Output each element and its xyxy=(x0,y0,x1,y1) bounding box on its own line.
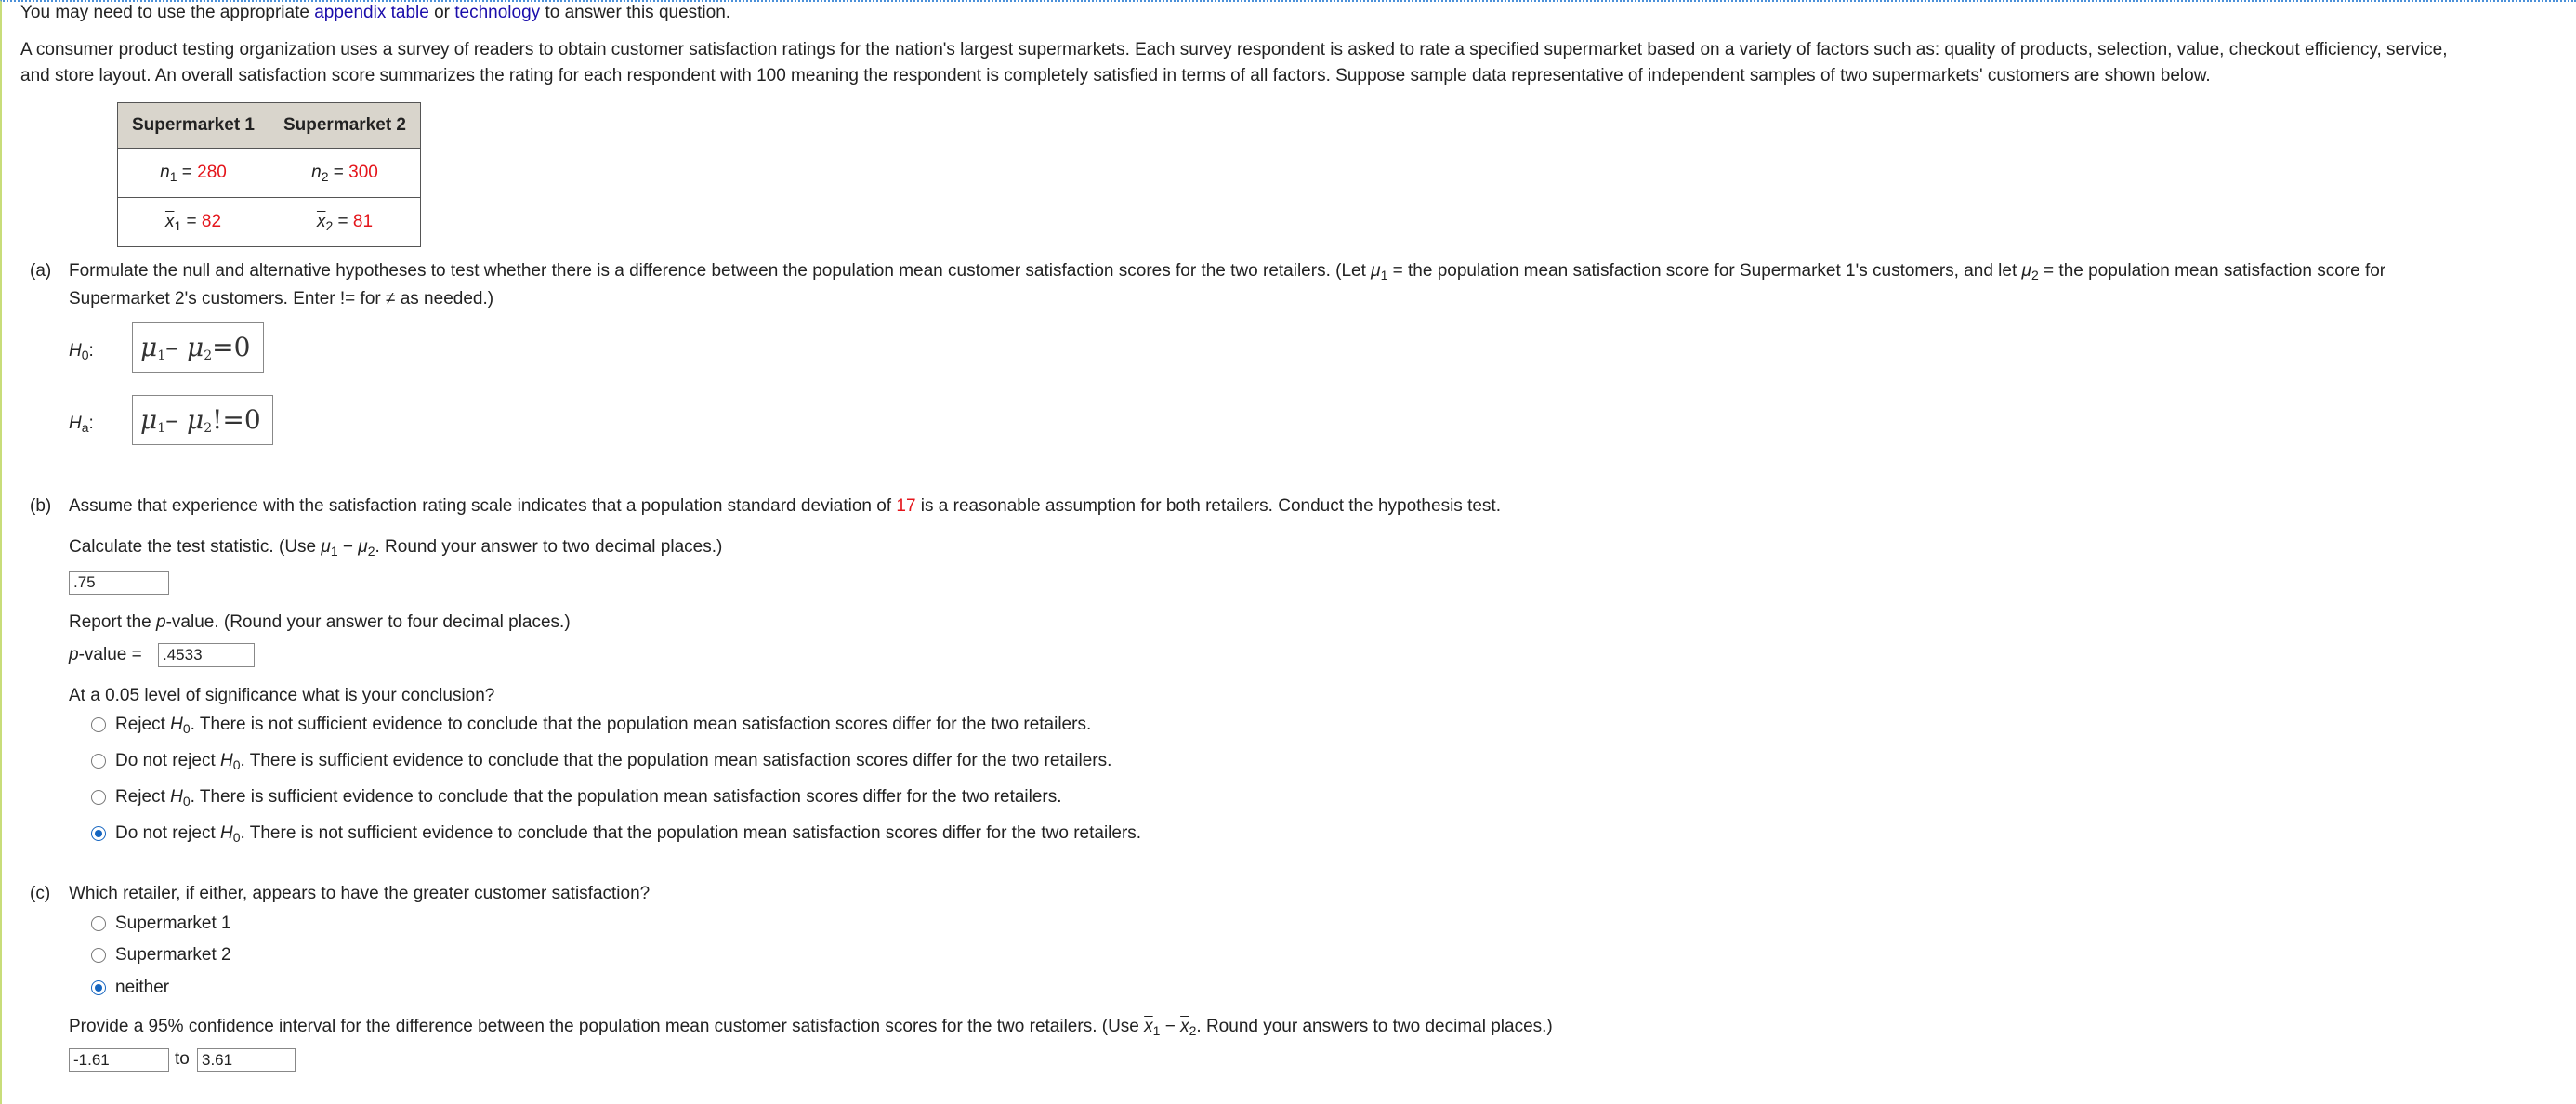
x1-bar-cell: $\overline{x}_1 = 82$ xyxy=(118,198,269,247)
part-b-question: Assume that experience with the satisfaction rating scale indicates that a population standard deviation of 17 is a reasonable assumption for both retailers. Conduct the hypothesis test. xyxy=(69,496,1501,516)
appendix-table-link[interactable]: appendix table xyxy=(314,3,429,22)
instructions-text: or xyxy=(428,3,455,22)
confidence-interval-prompt: Provide a 95% confidence interval for the difference between the population mean customer satisfaction scores for the two retailers. (Use $\overline{x}_1 - \overline{x}_2$. Round your answers to two decimal places.) xyxy=(69,1017,1553,1038)
conclusion-option-radio[interactable] xyxy=(91,790,106,805)
x2-bar-cell: $\overline{x}_2 = 81$ xyxy=(269,198,421,247)
part-b-label: (b) xyxy=(30,496,52,516)
alternative-hypothesis-input[interactable]: $\mu_1-$ $\mu_2!=0$ xyxy=(132,395,273,445)
instructions-line xyxy=(20,0,730,27)
n2-cell: $n_2 = 300$ xyxy=(269,149,421,198)
conclusion-option-label[interactable]: Do not reject $H_0$. There is not sufficient evidence to conclude that the population mean satisfaction scores differ for the two retailers. xyxy=(115,823,1142,845)
problem-intro-line1: A consumer product testing organization uses a survey of readers to obtain customer satisfaction ratings for the nation's largest supermarkets. Each survey respondent is asked to rate a specified supermarket based on a variety of factors such as: quality of products, selection, value, checkout efficiency, service, xyxy=(20,40,2448,59)
retailer-option-radio[interactable] xyxy=(91,916,106,931)
p-value-prompt: Report the p-value. (Round your answer to four decimal places.) xyxy=(69,612,571,632)
h0-label: $H_0$: xyxy=(69,341,94,362)
part-a-label: (a) xyxy=(30,261,52,281)
ci-upper-input[interactable]: 3.61 xyxy=(197,1048,296,1072)
retailer-option-label[interactable]: Supermarket 1 xyxy=(115,913,231,933)
conclusion-option-radio[interactable] xyxy=(91,754,106,769)
part-c-question: Which retailer, if either, appears to have the greater customer satisfaction? xyxy=(69,884,651,903)
part-a-question-line2: Supermarket 2's customers. Enter != for ≠ as needed.) xyxy=(69,289,494,309)
part-c-label: (c) xyxy=(30,884,51,903)
test-statistic-prompt: Calculate the test statistic. (Use $\mu_1 - \mu_2$. Round your answer to two decimal places.) xyxy=(69,537,723,559)
retailer-option-label[interactable]: Supermarket 2 xyxy=(115,945,231,965)
technology-link[interactable]: technology xyxy=(454,3,541,22)
ci-to-label: to xyxy=(175,1049,190,1069)
retailer-option-radio-selected[interactable] xyxy=(91,980,106,995)
instructions-text: to answer this question. xyxy=(540,3,731,22)
conclusion-option-label[interactable]: Reject $H_0$. There is not sufficient evidence to conclude that the population mean satisfaction scores differ for the two retailers. xyxy=(115,715,1092,736)
conclusion-option-label[interactable]: Reject $H_0$. There is sufficient evidence to conclude that the population mean satisfaction scores differ for the two retailers. xyxy=(115,787,1062,808)
ha-label: $H_a$: xyxy=(69,414,94,435)
sample-data-table xyxy=(117,102,421,247)
table-header-supermarket-2: Supermarket 2 xyxy=(269,103,421,149)
conclusion-option-label[interactable]: Do not reject $H_0$. There is sufficient evidence to conclude that the population mean satisfaction scores differ for the two retailers. xyxy=(115,751,1112,772)
n1-cell: $n_1 = 280$ xyxy=(118,149,269,198)
conclusion-prompt: At a 0.05 level of significance what is your conclusion? xyxy=(69,686,495,705)
retailer-option-radio[interactable] xyxy=(91,948,106,963)
problem-intro-line2: and store layout. An overall satisfaction score summarizes the rating for each respondent with 100 meaning the respondent is completely satisfied in terms of all factors. Suppose sample data representative of independent samples of two supermarkets' customers are shown below. xyxy=(20,66,2211,85)
p-value-input[interactable]: .4533 xyxy=(158,643,255,667)
null-hypothesis-input[interactable]: $\mu_1-$ $\mu_2=0$ xyxy=(132,322,264,373)
instructions-text: You may need to use the appropriate xyxy=(20,3,315,22)
conclusion-option-radio[interactable] xyxy=(91,717,106,732)
part-a-question-line1: Formulate the null and alternative hypotheses to test whether there is a difference between the population mean customer satisfaction scores for the two retailers. (Let $\mu_1$ = the population mean satisfaction score for Supermarket 1's customers, and let $\mu_2$ = the population mean satisfaction score for xyxy=(69,261,2386,283)
ci-lower-input[interactable]: -1.61 xyxy=(69,1048,169,1072)
retailer-option-label[interactable]: neither xyxy=(115,978,170,997)
table-header-supermarket-1: Supermarket 1 xyxy=(118,103,269,149)
test-statistic-input[interactable]: .75 xyxy=(69,571,169,595)
p-value-label: p-value = xyxy=(69,645,142,664)
conclusion-option-radio-selected[interactable] xyxy=(91,826,106,841)
